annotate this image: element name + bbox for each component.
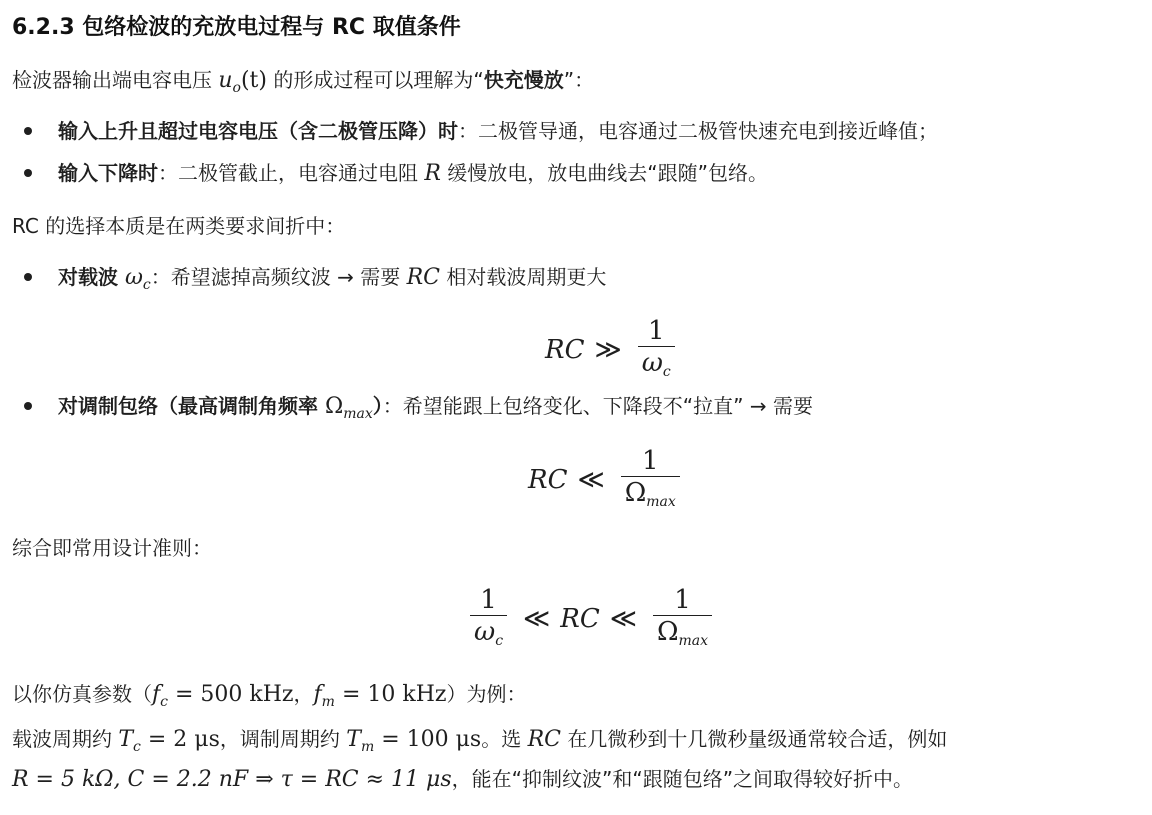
eq-den-sub: c	[495, 633, 504, 649]
intro-text-mid: 的形成过程可以理解为“	[266, 68, 484, 92]
bullet-dot	[24, 127, 32, 135]
list-item-bold: ）	[372, 394, 383, 418]
math-Tm: T	[346, 727, 361, 752]
eq-den-sub: c	[662, 364, 671, 380]
eq-den-var: Ω	[624, 478, 647, 508]
list-item-bold: 输入下降时	[58, 161, 158, 185]
example-text: ）为例：	[446, 682, 527, 706]
eq-op: ≪	[609, 603, 637, 634]
eq-den-var: Ω	[656, 617, 679, 647]
list-item-bold: 对调制包络（最高调制角频率	[58, 394, 325, 418]
eq-lhs: RC	[545, 334, 585, 365]
list-item-text: 相对载波周期更大	[440, 265, 607, 289]
intro-text-pre: 检波器输出端电容电压	[12, 68, 219, 92]
combine-paragraph: 综合即常用设计准则：	[12, 536, 212, 560]
example-sep: ，	[293, 682, 314, 706]
eq-fraction	[621, 446, 680, 513]
eq-op: ≪	[523, 603, 551, 634]
list-item-carrier	[58, 263, 606, 294]
eq-denominator	[653, 615, 712, 652]
list-item-discharge	[58, 159, 768, 188]
list-item-text: ：希望滤掉高频纹波 → 需要	[150, 265, 407, 289]
example-line-1	[12, 680, 526, 711]
equation-design-rule	[464, 585, 718, 652]
example-text: ，能在“抑制纹波”和“跟随包络”之间取得较好折中。	[451, 767, 914, 791]
eq-den-var: ω	[474, 617, 496, 647]
eq-den-var: ω	[641, 348, 663, 378]
eq-denominator	[621, 476, 680, 513]
bullet-dot	[24, 402, 32, 410]
intro-text-post: ”：	[563, 68, 595, 92]
eq-op: ≫	[594, 334, 622, 365]
list-item-bold: 输入上升且超过电容电压（含二极管压降）时	[58, 119, 458, 143]
eq-numerator: 1	[647, 316, 665, 346]
list-item-text: 缓慢放电，放电曲线去“跟随”包络。	[440, 161, 769, 185]
math-omega-sub: c	[142, 277, 151, 293]
list-item-text: ：二极管导通，电容通过二极管快速充电到接近峰值；	[458, 119, 938, 143]
math-u-sub: o	[232, 80, 241, 96]
list-item-charge	[58, 117, 938, 145]
list-item-text: ：二极管截止，电容通过电阻	[158, 161, 425, 185]
eq-fraction-right	[653, 585, 712, 652]
math-R: R	[424, 161, 441, 186]
rc-intro: RC 的选择本质是在两类要求间折中：	[12, 214, 346, 238]
eq-denominator	[470, 615, 507, 652]
math-u: u	[218, 68, 233, 93]
eq-numerator: 1	[480, 585, 497, 615]
math-fc-sub: c	[160, 694, 168, 710]
math-Omega-sub: max	[343, 406, 373, 422]
math-component-values: R = 5 kΩ, C = 2.2 nF ⇒ τ = RC ≈ 11 μs	[12, 767, 452, 792]
intro-paragraph	[12, 66, 594, 97]
eq-fraction-left	[470, 585, 507, 652]
example-text: 在几微秒到十几微秒量级通常较合适，例如	[560, 727, 948, 751]
eq-lhs: RC	[528, 464, 568, 495]
list-item-bold: 对载波	[58, 265, 125, 289]
math-omega: ω	[124, 265, 143, 290]
example-text: ，调制周期约	[219, 727, 347, 751]
math-fc-val: = 500 kHz	[168, 682, 294, 707]
equation-rc-ll	[528, 446, 686, 513]
math-Omega: Ω	[324, 394, 344, 419]
math-Tc-val: = 2 μs	[140, 727, 220, 752]
math-Tm-val: = 100 μs	[374, 727, 482, 752]
equation-rc-gg	[545, 316, 681, 383]
eq-numerator: 1	[641, 446, 659, 476]
eq-denominator	[638, 346, 675, 383]
example-text: 。选	[481, 727, 528, 751]
math-fm-sub: m	[321, 694, 335, 710]
math-fm: f	[313, 682, 322, 707]
math-rc: RC	[527, 727, 561, 752]
math-fm-val: = 10 kHz	[334, 682, 447, 707]
math-Tm-sub: m	[360, 739, 375, 755]
list-item-modulation	[58, 392, 813, 423]
math-Tc: T	[118, 727, 134, 752]
bullet-dot	[24, 169, 32, 177]
eq-fraction	[638, 316, 675, 383]
example-text: 以你仿真参数（	[12, 682, 152, 706]
eq-den-sub: max	[678, 633, 709, 649]
example-text: 载波周期约	[12, 727, 119, 751]
example-line-3	[12, 765, 913, 794]
eq-mid: RC	[560, 603, 600, 634]
math-fc: f	[152, 682, 161, 707]
example-line-2	[12, 725, 947, 756]
list-item-text: ：希望能跟上包络变化、下降段不“拉直” → 需要	[382, 394, 813, 418]
eq-numerator: 1	[674, 585, 691, 615]
eq-op: ≪	[577, 464, 605, 495]
bullet-dot	[24, 273, 32, 281]
intro-bold: 快充慢放	[483, 68, 564, 92]
math-Tc-sub: c	[133, 739, 141, 755]
math-rc: RC	[406, 265, 441, 290]
eq-den-sub: max	[646, 494, 676, 510]
math-u-arg: (t)	[240, 68, 267, 93]
section-heading: 6.2.3 包络检波的充放电过程与 RC 取值条件	[12, 15, 461, 40]
